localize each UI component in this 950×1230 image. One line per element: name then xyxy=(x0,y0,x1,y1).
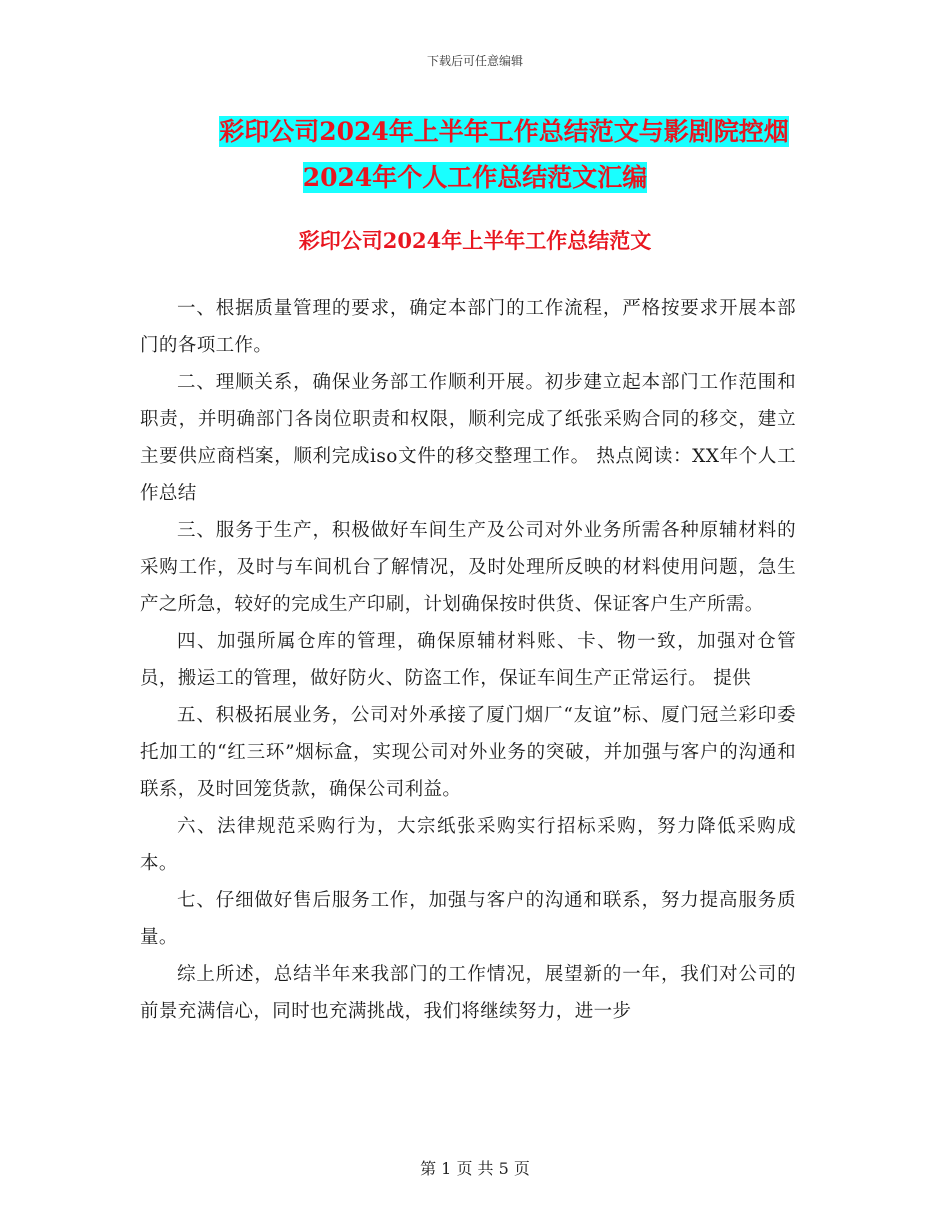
paragraph-3: 三、服务于生产，积极做好车间生产及公司对外业务所需各种原辅材料的采购工作，及时与车间机台了解情况，及时处理所反映的材料使用问题，急生产之所急，较好的完成生产印刷，计划确保按时供货、保证客户生产所需。 xyxy=(140,520,796,615)
paragraph-2: 二、理顺关系，确保业务部工作顺利开展。初步建立起本部门工作范围和职责，并明确部门各岗位职责和权限，顺利完成了纸张采购合同的移交，建立主要供应商档案，顺利完成iso文件的移交整理工作。 热点阅读：XX年个人工作总结 xyxy=(140,372,796,504)
paragraph-5: 五、积极拓展业务，公司对外承接了厦门烟厂“友谊”标、厦门冠兰彩印委托加工的“红三环”烟标盒，实现公司对外业务的突破，并加强与客户的沟通和联系，及时回笼货款，确保公司利益。 xyxy=(140,705,796,800)
document-title-line-2 xyxy=(0,158,950,194)
paragraph-7: 七、仔细做好售后服务工作，加强与客户的沟通和联系，努力提高服务质量。 xyxy=(140,890,796,948)
section-title: 彩印公司2024年上半年工作总结范文 xyxy=(298,228,652,253)
paragraph-1: 一、根据质量管理的要求，确定本部门的工作流程，严格按要求开展本部门的各项工作。 xyxy=(140,298,796,356)
title-line-2-text: 2024年个人工作总结范文汇编 xyxy=(302,163,648,192)
header-note: 下载后可任意编辑 xyxy=(426,54,523,68)
page-footer: 第 1 页 共 5 页 xyxy=(420,1159,530,1178)
document-body xyxy=(140,290,796,1030)
title-line-1-text: 彩印公司2024年上半年工作总结范文与影剧院控烟 xyxy=(219,117,789,146)
document-title-line-1 xyxy=(0,112,950,148)
paragraph-6: 六、法律规范采购行为，大宗纸张采购实行招标采购，努力降低采购成本。 xyxy=(140,816,796,874)
paragraph-4: 四、加强所属仓库的管理，确保原辅材料账、卡、物一致，加强对仓管员，搬运工的管理，做好防火、防盗工作，保证车间生产正常运行。 提供 xyxy=(140,631,796,689)
paragraph-8: 综上所述，总结半年来我部门的工作情况，展望新的一年，我们对公司的前景充满信心，同时也充满挑战，我们将继续努力，进一步 xyxy=(140,964,796,1022)
